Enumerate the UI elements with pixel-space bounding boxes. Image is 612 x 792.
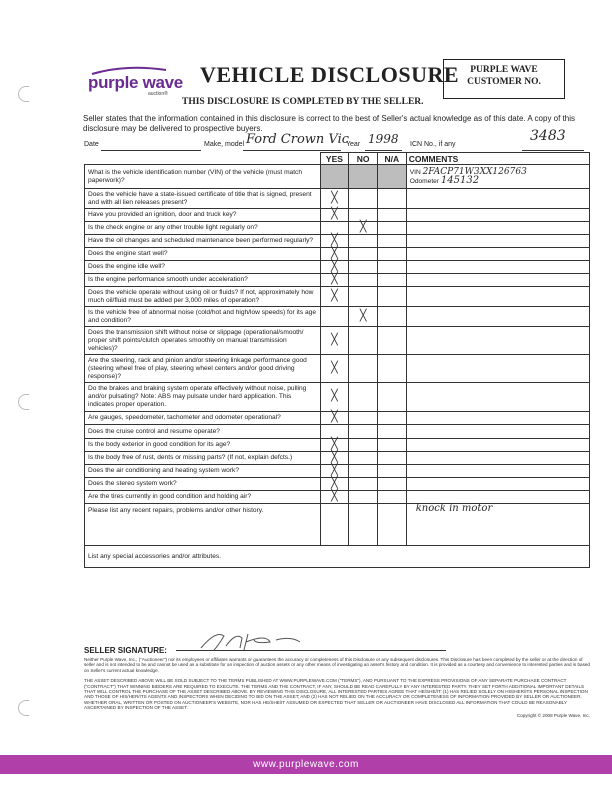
question-text: Does the cruise control and resume operate?	[85, 425, 321, 439]
answer-no-cell[interactable]	[349, 235, 378, 248]
comment-cell[interactable]	[406, 274, 589, 287]
year-field[interactable]	[365, 150, 402, 151]
icn-field[interactable]	[522, 150, 584, 151]
page-title: VEHICLE DISCLOSURE	[200, 62, 460, 87]
terms-text: THE ASSET DESCRIBED ABOVE WILL BE SOLD SUBJECT TO THE TERMS PUBLISHED AT WWW.PURPLEWAVE.COM ("TERMS"), AND PURSUANT TO THE EXPRESS PROVISIONS OF ANY SEPARATE PURCHASE CONTRACT ("CONTRACT") THAT WINNING BIDDERS ARE REQUIRED TO EXECUTE. THE TERMS AND THE CONTRACT, IF ANY, SHOULD BE READ CAREFULLY BY ANY INTERESTED PARTY. THEY SET FORTH ADDITIONAL IMPORTANT DETAILS THAT WILL CONTROL THE PURCHASE OF THE ASSET DESCRIBED ABOVE. BY REVIEWING THIS DISCLOSURE, ALL INTERESTED PARTIES AGREE THAT HE/SHE/IT: (1) HAS RELIED SOLELY ON HIS/HER/ITS PERSONAL INSPECTION AND THOSE OF HIS/HER/ITS AGENTS AND INSPECTORS WHEN DECIDING TO BID ON THE ASSET; AND (2) HAS NOT RELIED ON THE ACCURACY OR COMPLETENESS OF INFORMATION PROVIDED BY SELLER OR AUCTIONEER, WHETHER ORAL, WRITTEN OR POSTED ON AUCTIONEER'S WEBSITE, NOR HAS HE/SHE/IT ASSUMED OR EXPECTED THAT SELLER OR AUCTIONEER HAVE DISCLOSED ALL INFORMATION THAT COULD BE REASONABLY ASCERTAINED BY INSPECTION OF THE ASSET.	[84, 678, 588, 711]
odometer-label: Odometer	[409, 177, 440, 185]
signature-label: SELLER SIGNATURE:	[84, 646, 167, 655]
repairs-comment: knock in motor	[415, 503, 493, 514]
wave-swoosh-icon	[90, 66, 168, 76]
copyright: Copyright © 2008 Purple Wave, Inc.	[516, 712, 590, 718]
accessories-label: List any special accessories and/or attributes.	[85, 546, 590, 568]
answer-no-cell[interactable]	[349, 478, 378, 491]
comment-cell[interactable]	[406, 465, 589, 478]
answer-yes-cell[interactable]	[320, 491, 349, 504]
comment-cell[interactable]	[406, 222, 589, 235]
answer-no-cell[interactable]	[349, 274, 378, 287]
answer-yes-cell[interactable]	[320, 189, 349, 209]
comment-cell[interactable]	[406, 327, 589, 355]
table-row	[85, 274, 590, 287]
check-mark-icon: ╳	[331, 288, 338, 302]
answer-no-cell[interactable]	[349, 452, 378, 465]
comment-cell[interactable]	[406, 412, 589, 425]
question-text: Is the check engine or any other trouble light regularly on?	[85, 222, 321, 235]
comment-cell[interactable]	[406, 287, 589, 307]
signature-section	[84, 640, 590, 718]
customer-number-box	[443, 59, 565, 99]
answer-no-cell[interactable]	[349, 327, 378, 355]
check-mark-icon: ╳	[359, 220, 367, 233]
answer-yes-cell[interactable]	[320, 287, 349, 307]
question-text: Does the engine start well?	[85, 248, 321, 261]
answer-yes-cell[interactable]	[320, 327, 349, 355]
table-row	[85, 287, 590, 307]
question-text: Have the oil changes and scheduled maintenance been performed regularly?	[85, 235, 321, 248]
question-text: Are the tires currently in good condition and holding air?	[85, 491, 321, 504]
repairs-label: Please list any recent repairs, problems and/or other history.	[85, 504, 321, 546]
answer-yes-cell[interactable]	[320, 307, 349, 327]
question-text: Does the stereo system work?	[85, 478, 321, 491]
question-text: Are gauges, speedometer, tachometer and odometer operational?	[85, 412, 321, 425]
date-label: Date	[84, 141, 99, 148]
question-text: Is the vehicle free of abnormal noise (cold/hot and high/low speeds) for its age and condition?	[85, 307, 321, 327]
date-field[interactable]	[101, 150, 201, 151]
answer-na-cell[interactable]	[378, 383, 407, 412]
table-row	[85, 307, 590, 327]
answer-no-cell[interactable]	[349, 412, 378, 425]
check-mark-icon: ╳	[331, 463, 338, 476]
seller-statement: Seller states that the information contained in this disclosure is correct to the best of Seller's actual knowledge as of this date. A copy of this disclosure may be delivered to prospective buyers.	[83, 114, 576, 133]
table-row	[85, 165, 590, 189]
answer-na-cell[interactable]	[378, 355, 407, 383]
answer-no-cell[interactable]	[349, 439, 378, 452]
answer-na-cell[interactable]	[378, 439, 407, 452]
subtitle: THIS DISCLOSURE IS COMPLETED BY THE SELLER.	[182, 97, 424, 107]
answer-na-cell[interactable]	[378, 478, 407, 491]
col-no: NO	[349, 153, 378, 165]
answer-na-cell[interactable]	[378, 274, 407, 287]
check-mark-icon: ╳	[331, 437, 338, 450]
check-mark-icon: ╳	[331, 332, 338, 346]
footer-url[interactable]: www.purplewave.com	[253, 759, 359, 770]
table-header-row	[85, 153, 590, 165]
answer-na-cell[interactable]	[378, 235, 407, 248]
col-comments: COMMENTS	[406, 153, 589, 165]
check-mark-icon: ╳	[331, 233, 338, 246]
answer-na-cell[interactable]	[378, 465, 407, 478]
check-mark-icon: ╳	[331, 272, 338, 285]
logo-brand: purple wave	[88, 73, 183, 92]
binder-hole	[18, 394, 29, 410]
vin-label: VIN	[409, 168, 421, 176]
check-mark-icon: ╳	[331, 259, 338, 272]
answer-na-cell[interactable]	[378, 222, 407, 235]
table-row	[85, 383, 590, 412]
table-row	[85, 412, 590, 425]
comment-cell[interactable]	[406, 209, 589, 222]
odometer-value: 145132	[440, 174, 480, 186]
answer-na-cell[interactable]	[378, 412, 407, 425]
check-mark-icon: ╳	[331, 360, 338, 374]
table-row	[85, 209, 590, 222]
question-text: Does the engine idle well?	[85, 261, 321, 274]
answer-na-cell[interactable]	[378, 307, 407, 327]
answer-yes-cell	[320, 165, 349, 189]
purple-wave-logo	[88, 73, 183, 97]
check-mark-icon: ╳	[331, 450, 338, 463]
comment-cell[interactable]	[406, 235, 589, 248]
seller-signature-icon	[196, 628, 306, 654]
year-value: 1998	[368, 132, 399, 146]
question-text: Does the air conditioning and heating system work?	[85, 465, 321, 478]
icn-value: 3483	[530, 128, 566, 144]
answer-na-cell[interactable]	[378, 248, 407, 261]
answer-yes-cell[interactable]	[320, 412, 349, 425]
check-mark-icon: ╳	[331, 389, 338, 402]
comment-cell[interactable]	[406, 261, 589, 274]
question-text: Do the brakes and braking system operate effectively without noise, pulling and/or pulsating? Note: ABS may pulsate under hard application. This indicates proper operation.	[85, 383, 321, 412]
comment-cell[interactable]	[406, 452, 589, 465]
answer-no-cell[interactable]	[349, 287, 378, 307]
customer-box-line1: PURPLE WAVE	[470, 65, 538, 75]
answer-na-cell[interactable]	[378, 327, 407, 355]
binder-hole	[18, 700, 29, 716]
comment-cell[interactable]	[406, 189, 589, 209]
disclaimer-text: Neither Purple Wave, Inc., ("Auctioneer") nor its employees or affiliates warrants or guarantees the accuracy or completeness of this Disclosure or any subsequent disclosures. This Disclosure has been completed by the seller or at the direction of seller and is not intended to be and cannot be used as a substitute for an inspection of auction assets or any other means of investigating an asset's history and condition. It is provided as a courtesy and convenience to interested parties and is based on Seller's current actual knowledge.	[84, 657, 590, 673]
answer-na-cell[interactable]	[378, 452, 407, 465]
check-mark-icon: ╳	[331, 207, 338, 220]
question-text: What is the vehicle identification number (VIN) of the vehicle (must match paperwork)?	[85, 165, 321, 189]
comment-cell[interactable]	[406, 491, 589, 504]
answer-na-cell[interactable]	[378, 189, 407, 209]
answer-no-cell[interactable]	[349, 491, 378, 504]
answer-na-cell[interactable]	[378, 261, 407, 274]
answer-no-cell[interactable]	[349, 383, 378, 412]
answer-no-cell[interactable]	[349, 465, 378, 478]
comment-cell[interactable]	[406, 425, 589, 439]
make-label: Make, model	[204, 141, 245, 148]
comment-cell[interactable]	[406, 307, 589, 327]
answer-na-cell[interactable]	[378, 287, 407, 307]
question-text: Is the engine performance smooth under acceleration?	[85, 274, 321, 287]
check-mark-icon: ╳	[331, 476, 338, 489]
answer-yes-cell[interactable]	[320, 209, 349, 222]
answer-no-cell[interactable]	[349, 248, 378, 261]
check-mark-icon: ╳	[331, 410, 338, 423]
answer-no-cell[interactable]	[349, 222, 378, 235]
question-text: Have you provided an ignition, door and truck key?	[85, 209, 321, 222]
answer-no-cell[interactable]	[349, 307, 378, 327]
check-mark-icon: ╳	[331, 246, 338, 259]
check-mark-icon: ╳	[331, 489, 338, 502]
answer-no-cell	[349, 165, 378, 189]
question-text: Is the body free of rust, dents or missing parts? (If not, explain defcts.)	[85, 452, 321, 465]
comment-cell[interactable]	[406, 383, 589, 412]
answer-na-cell[interactable]	[378, 491, 407, 504]
logo-sub: auction®	[148, 91, 168, 97]
answer-yes-cell[interactable]	[320, 274, 349, 287]
col-yes: YES	[320, 153, 349, 165]
answer-no-cell[interactable]	[349, 425, 378, 439]
answer-no-cell[interactable]	[349, 261, 378, 274]
table-row	[85, 491, 590, 504]
table-row	[85, 355, 590, 383]
comment-cell[interactable]	[406, 355, 589, 383]
check-mark-icon: ╳	[331, 190, 338, 204]
table-row	[85, 189, 590, 209]
question-text: Is the body exterior in good condition for its age?	[85, 439, 321, 452]
comment-cell[interactable]	[406, 248, 589, 261]
year-label: Year	[346, 141, 361, 148]
answer-yes-cell[interactable]	[320, 383, 349, 412]
answer-na-cell	[378, 165, 407, 189]
make-field[interactable]	[243, 150, 341, 151]
question-text: Does the vehicle have a state-issued certificate of title that is signed, present and with all lien releases present?	[85, 189, 321, 209]
repairs-comment-cell[interactable]	[406, 504, 589, 546]
col-na: N/A	[378, 153, 407, 165]
answer-yes-cell[interactable]	[320, 355, 349, 383]
vin-value: 2FACP71W3XX126763	[422, 166, 527, 177]
customer-box-line2: CUSTOMER NO.	[467, 77, 541, 87]
check-mark-icon: ╳	[359, 308, 367, 322]
accessories-row	[85, 546, 590, 568]
question-text: Does the vehicle operate without using oil or fluids? If not, approximately how much oil/fluid must be added per 3,000 miles of operation?	[85, 287, 321, 307]
comment-cell[interactable]	[406, 439, 589, 452]
icn-label: ICN No., if any	[410, 141, 456, 148]
footer-bar	[0, 755, 612, 774]
answer-na-cell[interactable]	[378, 209, 407, 222]
comment-cell[interactable]	[406, 478, 589, 491]
binder-hole	[18, 86, 29, 102]
question-text: Does the transmission shift without noise or slippage (operational/smooth/ proper shift points/clutch operates smoothly on manual transmission vehicles)?	[85, 327, 321, 355]
answer-no-cell[interactable]	[349, 355, 378, 383]
answer-na-cell[interactable]	[378, 425, 407, 439]
make-value: Ford Crown Vic	[246, 132, 350, 147]
disclosure-table	[84, 152, 590, 568]
table-row	[85, 327, 590, 355]
repairs-row	[85, 504, 590, 546]
comment-cell[interactable]	[406, 165, 589, 189]
answer-no-cell[interactable]	[349, 189, 378, 209]
question-text: Are the steering, rack and pinion and/or steering linkage performance good (steering wheel free of play, steering wheel centers and/or good driving response)?	[85, 355, 321, 383]
